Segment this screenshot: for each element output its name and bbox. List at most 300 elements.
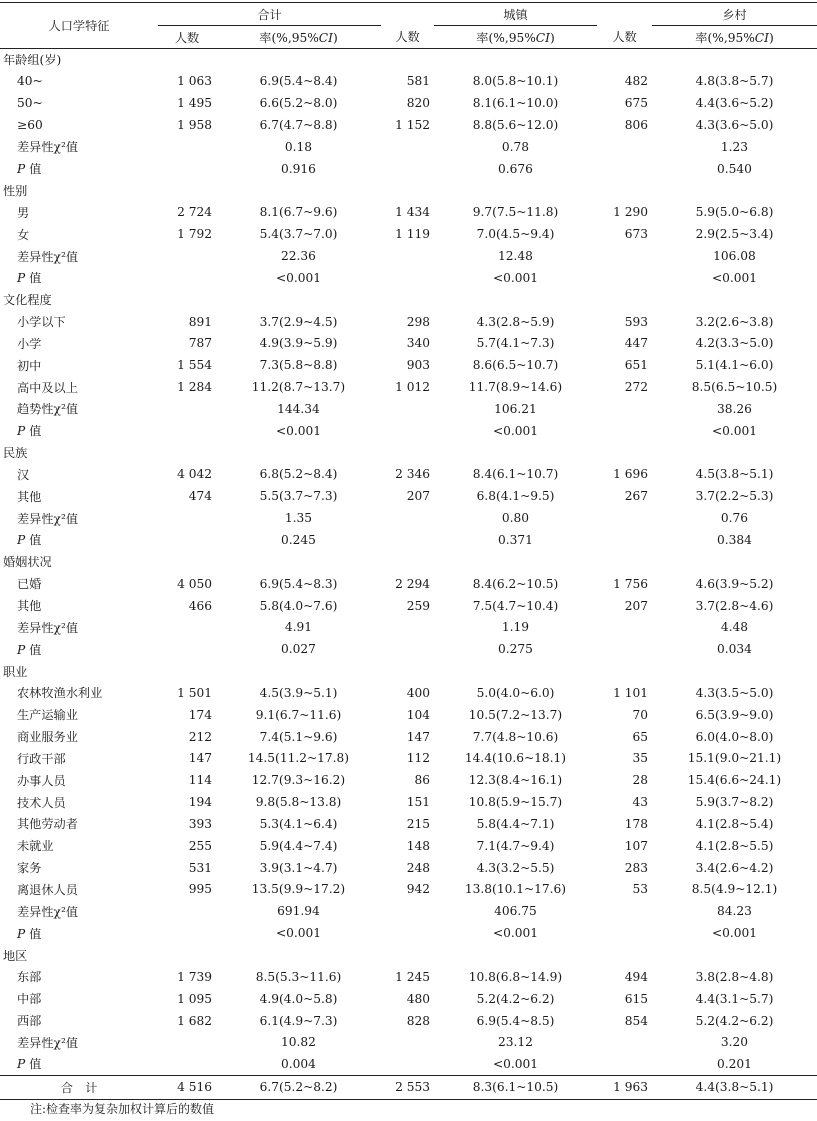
- prevalence-table: [0, 2, 817, 1100]
- rural-rate: 3.7(2.8~4.6): [695, 598, 774, 613]
- p-value-label: P 值: [17, 642, 42, 657]
- chi-square-rural: 38.26: [717, 401, 752, 416]
- total-count: 4 516: [158, 1075, 216, 1099]
- table-row: [0, 70, 817, 92]
- spacer-cell: [597, 420, 652, 442]
- rural-rate: 4.8(3.8~5.7): [695, 74, 774, 89]
- total-count: 1 739: [177, 969, 212, 984]
- category-label: 女: [17, 227, 30, 242]
- urban-count: 1 119: [395, 227, 430, 242]
- urban-count: 820: [406, 96, 430, 111]
- table-row: [0, 704, 817, 726]
- category-label: 初中: [17, 358, 42, 373]
- urban-rate: 5.8(4.4~7.1): [476, 816, 555, 831]
- p-value-label: P 值: [17, 926, 42, 941]
- total-count: 466: [188, 598, 212, 613]
- table-row: [0, 726, 817, 748]
- p-value-rural: <0.001: [711, 926, 758, 941]
- rural-count: 70: [632, 707, 648, 722]
- spacer-cell: [158, 1053, 216, 1075]
- rural-rate: 3.7(2.2~5.3): [695, 489, 774, 504]
- spacer-cell: [158, 398, 216, 420]
- chi-square-row: [0, 136, 817, 158]
- group-row: [0, 551, 817, 573]
- chi-square-total: 0.18: [284, 139, 313, 154]
- total-rate: 7.4(5.1~9.6): [259, 729, 338, 744]
- urban-count: 400: [406, 685, 430, 700]
- total-rate: 5.8(4.0~7.6): [259, 598, 338, 613]
- rural-rate: 8.5(4.9~12.1): [691, 882, 778, 897]
- spacer-cell: [597, 922, 652, 944]
- rural-rate: 3.2(2.6~3.8): [695, 314, 774, 329]
- rural-count: 43: [632, 795, 648, 810]
- category-label: 小学: [17, 336, 42, 351]
- rural-rate: 4.1(2.8~5.5): [695, 838, 774, 853]
- spacer-cell: [158, 922, 216, 944]
- rural-rate: 4.2(3.3~5.0): [695, 336, 774, 351]
- p-value-urban: <0.001: [492, 926, 539, 941]
- urban-rate: 8.8(5.6~12.0): [472, 117, 559, 132]
- total-count: 995: [188, 882, 212, 897]
- rate-header: 率(%,95%CI): [434, 26, 597, 49]
- spacer-cell: [381, 136, 434, 158]
- rural-count: 207: [624, 598, 648, 613]
- spacer-cell: [158, 136, 216, 158]
- urban-rate: 7.5(4.7~10.4): [472, 598, 559, 613]
- p-value-label: P 值: [17, 1057, 42, 1072]
- table-footnote: 注:检查率为复杂加权计算后的数值: [30, 1102, 215, 1116]
- rural-count: 1 290: [613, 205, 648, 220]
- spacer-cell: [381, 398, 434, 420]
- total-count: 531: [188, 860, 212, 875]
- total-count: 147: [188, 751, 212, 766]
- total-count: 1 063: [177, 74, 212, 89]
- total-count: 4 050: [177, 576, 212, 591]
- chi-square-rural: 4.48: [720, 620, 749, 635]
- total-rate: 5.5(3.7~7.3): [259, 489, 338, 504]
- p-value-row: [0, 529, 817, 551]
- spacer-cell: [158, 420, 216, 442]
- p-value-urban: 0.275: [498, 642, 533, 657]
- chi-square-row: [0, 398, 817, 420]
- spacer-cell: [381, 616, 434, 638]
- rural-rate: 5.9(5.0~6.8): [695, 205, 774, 220]
- table-row: [0, 201, 817, 223]
- total-count: 1 095: [177, 991, 212, 1006]
- p-value-row: [0, 1053, 817, 1075]
- urban-count: 248: [406, 860, 430, 875]
- group-row: [0, 49, 817, 71]
- spacer-cell: [597, 900, 652, 922]
- chi-square-row: [0, 900, 817, 922]
- chi-square-total: 691.94: [277, 904, 320, 919]
- table-row: [0, 223, 817, 245]
- chi-square-total: 10.82: [281, 1035, 316, 1050]
- urban-count: 298: [406, 314, 430, 329]
- total-rate: 6.9(5.4~8.4): [259, 74, 338, 89]
- total-rate: 4.5(3.9~5.1): [259, 685, 338, 700]
- p-value-row: [0, 267, 817, 289]
- table-row: [0, 1010, 817, 1032]
- category-label: 40~: [17, 74, 43, 89]
- total-rate: 6.1(4.9~7.3): [259, 1013, 338, 1028]
- p-value-row: [0, 638, 817, 660]
- urban-count: 2 346: [395, 467, 430, 482]
- rate-header: 率(%,95%CI): [216, 26, 381, 49]
- table-row: [0, 332, 817, 354]
- group-header-urban: 城镇: [434, 3, 597, 26]
- urban-count: 1 152: [395, 117, 430, 132]
- spacer-cell: [381, 420, 434, 442]
- rural-count: 53: [632, 882, 648, 897]
- spacer-cell: [381, 158, 434, 180]
- urban-rate: 7.1(4.7~9.4): [476, 838, 555, 853]
- total-rate: 3.7(2.9~4.5): [259, 314, 338, 329]
- p-value-urban: <0.001: [492, 423, 539, 438]
- group-label: 职业: [3, 664, 28, 679]
- urban-rate: 10.5(7.2~13.7): [468, 707, 563, 722]
- urban-count: 828: [406, 1013, 430, 1028]
- rural-rate: 5.1(4.1~6.0): [695, 358, 774, 373]
- p-value-label: P 值: [17, 533, 42, 548]
- urban-count: 2 294: [395, 576, 430, 591]
- category-label: 中部: [17, 992, 42, 1007]
- total-rate: 6.6(5.2~8.0): [259, 96, 338, 111]
- rural-count: 178: [624, 816, 648, 831]
- chi-square-urban: 0.78: [501, 139, 530, 154]
- total-rate: 3.9(3.1~4.7): [259, 860, 338, 875]
- p-value-total: 0.027: [281, 642, 316, 657]
- spacer-cell: [597, 245, 652, 267]
- table-row: [0, 464, 817, 486]
- rural-rate: 15.1(9.0~21.1): [687, 751, 782, 766]
- spacer-cell: [381, 638, 434, 660]
- chi-square-rural: 84.23: [717, 904, 752, 919]
- spacer-cell: [597, 1053, 652, 1075]
- category-label: 汉: [17, 467, 30, 482]
- category-label: 西部: [17, 1014, 42, 1029]
- total-rate: 8.1(6.7~9.6): [259, 205, 338, 220]
- table-row: [0, 485, 817, 507]
- urban-rate: 10.8(5.9~15.7): [468, 795, 563, 810]
- count-header: 人数: [381, 26, 434, 49]
- urban-rate: 5.0(4.0~6.0): [476, 685, 555, 700]
- p-value-urban: <0.001: [492, 1056, 539, 1071]
- chi-square-label: 差异性χ²值: [17, 620, 79, 635]
- urban-rate: 5.2(4.2~6.2): [476, 991, 555, 1006]
- urban-rate: 11.7(8.9~14.6): [468, 380, 563, 395]
- rural-count: 1 696: [613, 467, 648, 482]
- total-count: 1 682: [177, 1013, 212, 1028]
- p-value-total: 0.004: [281, 1056, 316, 1071]
- total-count: 1 792: [177, 227, 212, 242]
- chi-square-total: 4.91: [284, 620, 313, 635]
- group-row: [0, 289, 817, 311]
- total-rate: 4.9(4.0~5.8): [259, 991, 338, 1006]
- chi-square-label: 差异性χ²值: [17, 249, 79, 264]
- rate-header: 率(%,95%CI): [652, 26, 817, 49]
- spacer-cell: [597, 529, 652, 551]
- rural-count: 65: [632, 729, 648, 744]
- urban-rate: 9.7(7.5~11.8): [472, 205, 559, 220]
- count-header: 人数: [597, 26, 652, 49]
- group-row: [0, 944, 817, 966]
- urban-rate: 7.7(4.8~10.6): [472, 729, 559, 744]
- urban-count: 1 434: [395, 205, 430, 220]
- total-rate: 14.5(11.2~17.8): [247, 751, 350, 766]
- chi-square-rural: 1.23: [720, 139, 749, 154]
- urban-rate: 5.7(4.1~7.3): [476, 336, 555, 351]
- urban-rate: 8.4(6.2~10.5): [472, 576, 559, 591]
- total-count: 393: [188, 816, 212, 831]
- rural-rate: 5.2(4.2~6.2): [695, 1013, 774, 1028]
- table-row: [0, 769, 817, 791]
- p-value-label: P 值: [17, 424, 42, 439]
- rural-rate: 6.0(4.0~8.0): [695, 729, 774, 744]
- urban-rate: 12.3(8.4~16.1): [468, 773, 563, 788]
- total-count: 2 724: [177, 205, 212, 220]
- category-label: 已婚: [17, 577, 42, 592]
- category-label: 50~: [17, 96, 43, 111]
- chi-square-label: 差异性χ²值: [17, 140, 79, 155]
- group-label: 文化程度: [3, 293, 52, 308]
- rural-rate: 6.5(3.9~9.0): [695, 707, 774, 722]
- spacer-cell: [597, 398, 652, 420]
- p-value-total: <0.001: [275, 270, 322, 285]
- spacer-cell: [158, 900, 216, 922]
- table-row: [0, 376, 817, 398]
- total-rate: 6.7(5.2~8.2): [216, 1075, 381, 1099]
- chi-square-label: 差异性χ²值: [17, 904, 79, 919]
- rural-rate: 3.4(2.6~4.2): [695, 860, 774, 875]
- urban-count: 112: [406, 751, 430, 766]
- total-row: [0, 1075, 817, 1099]
- rural-count: 283: [624, 860, 648, 875]
- urban-rate: 7.0(4.5~9.4): [476, 227, 555, 242]
- spacer-cell: [158, 245, 216, 267]
- total-rate: 9.8(5.8~13.8): [255, 795, 342, 810]
- p-value-rural: <0.001: [711, 423, 758, 438]
- rural-count: 482: [624, 74, 648, 89]
- urban-rate: 6.8(4.1~9.5): [476, 489, 555, 504]
- rural-count: 854: [624, 1013, 648, 1028]
- total-count: 4 042: [177, 467, 212, 482]
- chi-square-rural: 106.08: [713, 249, 756, 264]
- p-value-urban: 0.676: [498, 161, 533, 176]
- spacer-cell: [381, 245, 434, 267]
- spacer-cell: [158, 1031, 216, 1053]
- chi-square-row: [0, 245, 817, 267]
- p-value-row: [0, 420, 817, 442]
- rural-rate: 4.3(3.6~5.0): [695, 117, 774, 132]
- urban-count: 86: [414, 773, 430, 788]
- feature-column-header: 人口学特征: [0, 3, 158, 49]
- chi-square-urban: 12.48: [498, 249, 533, 264]
- spacer-cell: [158, 616, 216, 638]
- rural-rate: 5.9(3.7~8.2): [695, 795, 774, 810]
- group-header-total: 合计: [158, 3, 381, 26]
- table-row: [0, 835, 817, 857]
- chi-square-total: 1.35: [284, 511, 313, 526]
- category-label: 其他: [17, 599, 42, 614]
- urban-rate: 8.0(5.8~10.1): [472, 74, 559, 89]
- chi-square-urban: 1.19: [501, 620, 530, 635]
- urban-rate: 4.3(3.2~5.5): [476, 860, 555, 875]
- table-row: [0, 354, 817, 376]
- chi-square-urban: 406.75: [494, 904, 537, 919]
- total-rate: 5.3(4.1~6.4): [259, 816, 338, 831]
- total-count: 787: [188, 336, 212, 351]
- category-label: 商业服务业: [17, 730, 78, 745]
- chi-square-label: 差异性χ²值: [17, 511, 79, 526]
- urban-count: 207: [406, 489, 430, 504]
- rural-count: 28: [632, 773, 648, 788]
- rural-count: 651: [624, 358, 648, 373]
- total-count: 212: [188, 729, 212, 744]
- spacer-cell: [381, 900, 434, 922]
- rural-rate: 15.4(6.6~24.1): [687, 773, 782, 788]
- p-value-row: [0, 922, 817, 944]
- total-count: 1 958: [177, 117, 212, 132]
- rural-rate: 4.1(2.8~5.4): [695, 816, 774, 831]
- total-count: 1 284: [177, 380, 212, 395]
- p-value-urban: 0.371: [498, 532, 533, 547]
- urban-count: 1 012: [395, 380, 430, 395]
- rural-rate: 4.3(3.5~5.0): [695, 685, 774, 700]
- spacer-cell: [158, 529, 216, 551]
- rural-count: 675: [624, 96, 648, 111]
- urban-count: 148: [406, 838, 430, 853]
- group-header-rural: 乡村: [652, 3, 817, 26]
- spacer-cell: [597, 507, 652, 529]
- urban-count: 259: [406, 598, 430, 613]
- chi-square-rural: 3.20: [720, 1035, 749, 1050]
- category-label: 办事人员: [17, 773, 66, 788]
- p-value-total: 0.245: [281, 532, 316, 547]
- rural-rate: 4.4(3.1~5.7): [695, 991, 774, 1006]
- total-count: 114: [188, 773, 212, 788]
- rural-rate: 4.6(3.9~5.2): [695, 576, 774, 591]
- rural-count: 1 963: [597, 1075, 652, 1099]
- rural-count: 615: [624, 991, 648, 1006]
- group-label: 性别: [3, 183, 28, 198]
- category-label: 小学以下: [17, 315, 66, 330]
- table-row: [0, 857, 817, 879]
- chi-square-label: 趋势性χ²值: [17, 402, 79, 417]
- spacer-cell: [597, 1031, 652, 1053]
- category-label: 高中及以上: [17, 380, 78, 395]
- p-value-total: <0.001: [275, 926, 322, 941]
- rural-count: 447: [624, 336, 648, 351]
- rural-count: 593: [624, 314, 648, 329]
- p-value-label: P 值: [17, 271, 42, 286]
- total-rate: 8.5(5.3~11.6): [255, 969, 342, 984]
- p-value-urban: <0.001: [492, 270, 539, 285]
- total-rate: 6.9(5.4~8.3): [259, 576, 338, 591]
- urban-count: 480: [406, 991, 430, 1006]
- spacer-cell: [597, 136, 652, 158]
- urban-rate: 13.8(10.1~17.6): [464, 882, 567, 897]
- group-label: 婚姻状况: [3, 555, 52, 570]
- table-row: [0, 573, 817, 595]
- rural-count: 272: [624, 380, 648, 395]
- total-count: 255: [188, 838, 212, 853]
- total-count: 174: [188, 707, 212, 722]
- urban-count: 151: [406, 795, 430, 810]
- table-row: [0, 813, 817, 835]
- p-value-total: <0.001: [275, 423, 322, 438]
- urban-rate: 4.3(2.8~5.9): [476, 314, 555, 329]
- rural-rate: 4.4(3.6~5.2): [695, 96, 774, 111]
- urban-rate: 6.9(5.4~8.5): [476, 1013, 555, 1028]
- total-rate: 11.2(8.7~13.7): [251, 380, 346, 395]
- urban-count: 2 553: [381, 1075, 434, 1099]
- spacer-cell: [158, 638, 216, 660]
- category-label: 离退休人员: [17, 882, 78, 897]
- rural-rate: 3.8(2.8~4.8): [695, 969, 774, 984]
- rural-count: 35: [632, 751, 648, 766]
- spacer-cell: [158, 507, 216, 529]
- category-label: 农林牧渔水利业: [17, 686, 103, 701]
- rural-count: 107: [624, 838, 648, 853]
- urban-count: 1 245: [395, 969, 430, 984]
- p-value-rural: 0.201: [717, 1056, 752, 1071]
- p-value-rural: 0.540: [717, 161, 752, 176]
- spacer-cell: [597, 158, 652, 180]
- table-row: [0, 92, 817, 114]
- count-header: 人数: [158, 26, 216, 49]
- rural-count: 806: [624, 117, 648, 132]
- group-row: [0, 442, 817, 464]
- category-label: 行政干部: [17, 751, 66, 766]
- category-label: 家务: [17, 861, 42, 876]
- table-body: [0, 49, 817, 1076]
- spacer-cell: [381, 922, 434, 944]
- urban-rate: 10.8(6.8~14.9): [468, 969, 563, 984]
- chi-square-urban: 23.12: [498, 1035, 533, 1050]
- table-row: [0, 879, 817, 901]
- urban-rate: 8.3(6.1~10.5): [434, 1075, 597, 1099]
- p-value-row: [0, 158, 817, 180]
- spacer-cell: [597, 267, 652, 289]
- p-value-rural: 0.034: [717, 642, 752, 657]
- rural-count: 494: [624, 969, 648, 984]
- urban-count: 581: [406, 74, 430, 89]
- spacer-cell: [381, 529, 434, 551]
- urban-count: 340: [406, 336, 430, 351]
- table-row: [0, 114, 817, 136]
- category-label: 其他劳动者: [17, 817, 78, 832]
- total-count: 194: [188, 795, 212, 810]
- chi-square-row: [0, 1031, 817, 1053]
- spacer-cell: [597, 638, 652, 660]
- total-rate: 13.5(9.9~17.2): [251, 882, 346, 897]
- urban-count: 942: [406, 882, 430, 897]
- category-label: 技术人员: [17, 795, 66, 810]
- rural-rate: 4.4(3.8~5.1): [652, 1075, 817, 1099]
- spacer-cell: [597, 616, 652, 638]
- total-rate: 5.4(3.7~7.0): [259, 227, 338, 242]
- total-rate: 6.7(4.7~8.8): [259, 117, 338, 132]
- category-label: 男: [17, 205, 30, 220]
- table-row: [0, 791, 817, 813]
- rural-rate: 2.9(2.5~3.4): [695, 227, 774, 242]
- urban-count: 104: [406, 707, 430, 722]
- total-rate: 6.8(5.2~8.4): [259, 467, 338, 482]
- table-row: [0, 682, 817, 704]
- group-row: [0, 180, 817, 202]
- urban-rate: 14.4(10.6~18.1): [464, 751, 567, 766]
